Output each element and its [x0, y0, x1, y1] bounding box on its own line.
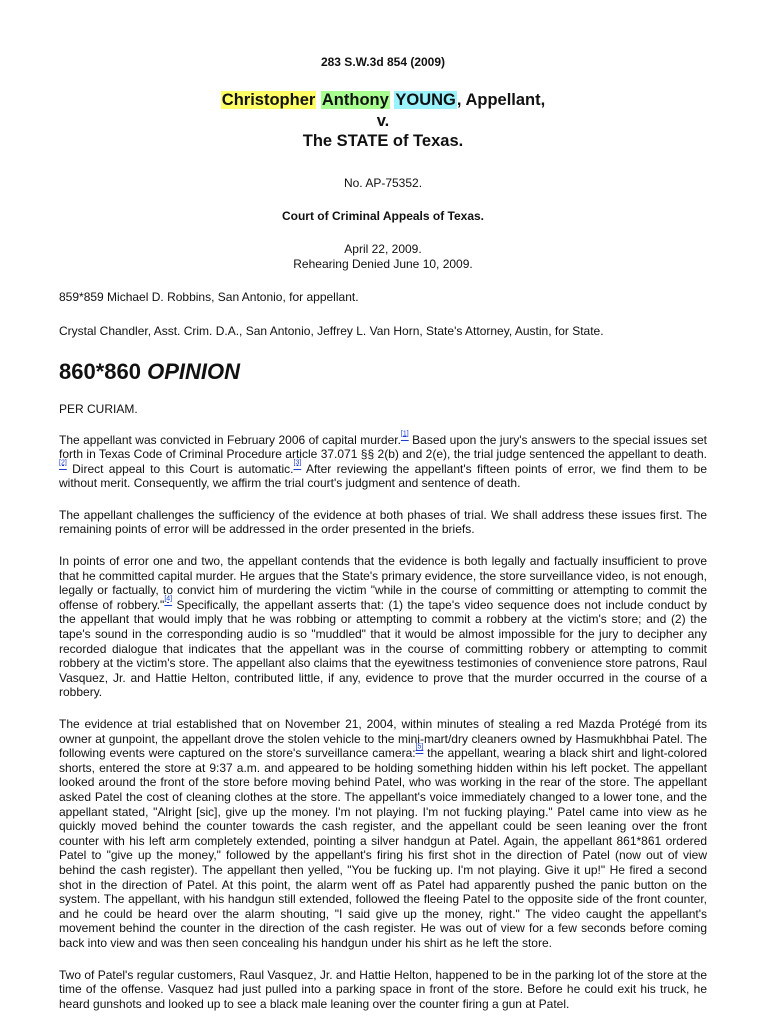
appellant-line	[59, 90, 707, 111]
paragraph-4	[59, 717, 707, 951]
per-curiam: PER CURIAM.	[59, 401, 138, 416]
appellant-role: , Appellant,	[456, 91, 546, 109]
footnote-link-4[interactable]: [4]	[164, 595, 173, 603]
footnote-link-3[interactable]: [3]	[293, 459, 302, 467]
paragraph-text: After reviewing the appellant's fifteen points of error, we find them to be without merit. Consequently, we affirm the trial court's judgment and sentence of death.	[59, 461, 708, 491]
paragraph-1	[59, 430, 708, 491]
case-caption	[59, 90, 707, 152]
appellee-name: The STATE of Texas.	[302, 132, 464, 150]
decision-dates	[59, 242, 707, 272]
paragraph-text: the appellant, wearing a black shirt and light-colored shorts, entered the store at 9:37 a.m. and appeared to be holding something hidden within his left pocket. The appellant looked around the front of the store before moving behind Patel, who was working in the rear of the store. The appellant asked Patel the cost of cleaning clothes at the store. The appellant's voice immediately changed to a lower tone, and the appellant stated, "Alright [sic], give up the money. I'm not playing. I'm not fucking playing." Patel came into view as he quickly moved behind the counter towards the cash register, and the appellant could be seen leaning over the front counter with his left arm completely extended, pointing a silver handgun at Patel. Again, the appellant 861*861 ordered Patel to "give up the money," followed by the appellant's firing his first shot in the direction of Patel (now out of view behind the cash register). The appellant then yelled, "You be fucking up. I'm not playing. Give it up!" He fired a second shot in the direction of Patel. At this point, the alarm went off as Patel had apparently pushed the panic button on the system. The appellant, with his handgun still extended, followed the fleeing Patel to the opposite side of the front counter, and he could be heard over the alarm shouting, "I said give up the money, right." The video caught the appellant's movement behind the counter in the direction of the cash register. He was out of view for a few seconds before coming back into view and was then seen concealing his handgun under his shirt as he left the store.	[59, 746, 708, 950]
case-citation: 283 S.W.3d 854 (2009)	[320, 55, 446, 69]
opinion-heading	[59, 359, 707, 385]
footnote-link-1[interactable]: [1]	[400, 430, 409, 438]
counsel-state: Crystal Chandler, Asst. Crim. D.A., San Antonio, Jeffrey L. Van Horn, State's Attorney, Austin, for State.	[59, 323, 604, 338]
opinion-page	[59, 0, 707, 1011]
appellant-first-name: Christopher	[221, 91, 316, 109]
footnote-link-5[interactable]: [5]	[415, 743, 424, 751]
paragraph-5: Two of Patel's regular customers, Raul Vasquez, Jr. and Hattie Helton, happened to be in the parking lot of the store at the time of the offense. Vasquez had just pulled into a parking space in front of the store. Before he could exit his truck, he heard gunshots and looked up to see a black male leaning over the counter firing a gun at Patel.	[59, 967, 707, 1011]
paragraph-text: Based upon the jury's answers to the special issues set forth in Texas Code of Criminal Procedure article 37.071 §§ 2(b) and 2(e), the trial judge sentenced the appellant to death.	[59, 432, 708, 462]
paragraph-text: Specifically, the appellant asserts that: (1) the tape's video sequence does not include conduct by the appellant that would imply that he was robbing or attempting to commit a robbery at the victim's store; and (2) the tape's sound in the corresponding audio is so "muddled" that it would be almost impossible for the jury to decipher any recorded dialogue that indicates that the appellant was in the course of committing robbery or attempting to commit robbery at the victim's store. The appellant also claims that the eyewitness testimonies of convenience store patrons, Raul Vasquez, Jr. and Hattie Helton, contributed little, if any, evidence to prove that the murder occurred in the course of a robbery.	[59, 597, 707, 700]
paragraph-text: The appellant was convicted in February 2006 of capital murder.	[59, 432, 401, 447]
counsel-appellant: 859*859 Michael D. Robbins, San Antonio, for appellant.	[59, 289, 359, 304]
docket-number: No. AP-75352.	[343, 175, 423, 190]
appellant-middle-name: Anthony	[321, 91, 389, 109]
date-rehearing: Rehearing Denied June 10, 2009.	[293, 256, 473, 271]
heading-page-ref: 860*860	[59, 358, 141, 384]
paragraph-text: The evidence at trial established that on November 21, 2004, within minutes of stealing a red Mazda Protégé from its owner at gunpoint, the appellant drove the stolen vehicle to the mini-mart/dry cleaners owned by Hasmukhbhai Patel. The following events were captured on the store's surveillance camera:	[59, 717, 707, 761]
date-decided: April 22, 2009.	[344, 241, 422, 256]
paragraph-2: The appellant challenges the sufficiency of the evidence at both phases of trial. We shall address these issues first. The remaining points of error will be addressed in the order presented in the briefs.	[59, 507, 707, 537]
heading-opinion: OPINION	[147, 358, 241, 384]
paragraph-text: In points of error one and two, the appellant contends that the evidence is both legally and factually insufficient to prove that he committed capital murder. He argues that the State's primary evidence, the store surveillance video, is not enough, legally or factually, to convict him of murdering the victim "while in the course of committing or attempting to commit the offense of robbery."	[59, 554, 707, 612]
versus: v.	[376, 111, 390, 130]
footnote-link-2[interactable]: [2]	[59, 459, 67, 467]
court-name: Court of Criminal Appeals of Texas.	[281, 208, 485, 223]
paragraph-text: Direct appeal to this Court is automatic.	[66, 461, 294, 476]
paragraph-3	[59, 554, 707, 700]
appellant-last-name: YOUNG	[395, 91, 456, 109]
